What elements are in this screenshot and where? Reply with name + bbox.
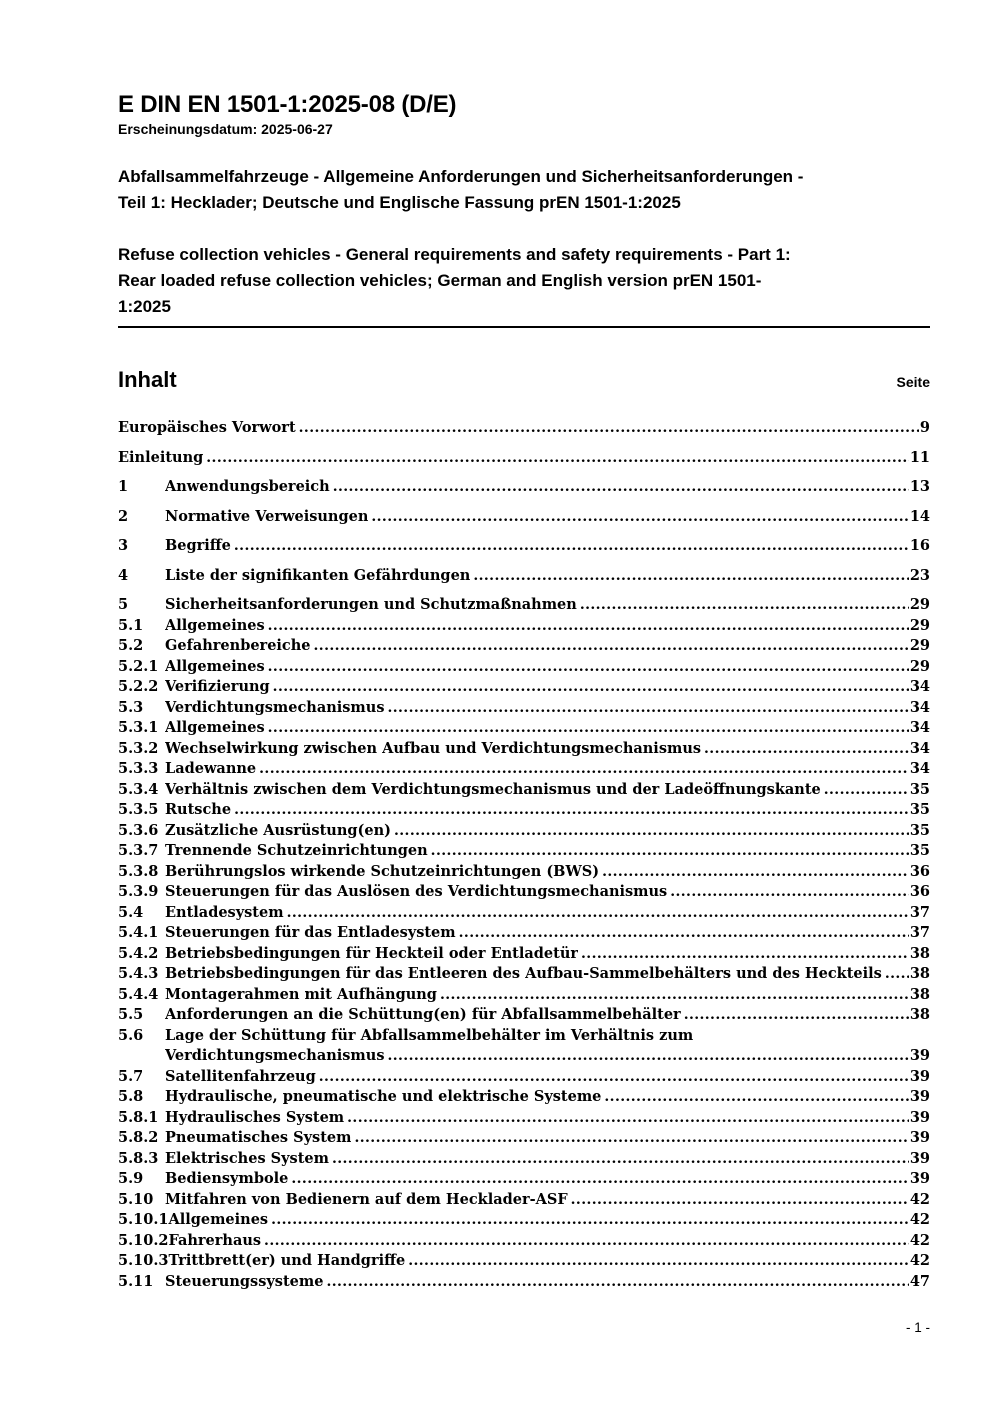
toc-dot-leader xyxy=(234,800,909,821)
toc-row xyxy=(118,821,930,842)
toc-dot-leader xyxy=(268,616,909,637)
toc-entry-page: 9 xyxy=(919,419,930,436)
toc-entry-title: Allgemeines xyxy=(165,616,265,634)
toc-dot-leader xyxy=(885,964,909,985)
toc-entry-page: 42 xyxy=(909,1190,930,1208)
toc-row xyxy=(118,1272,930,1293)
toc-entry-page: 23 xyxy=(909,566,930,584)
toc-entry-page: 29 xyxy=(909,616,930,634)
toc-list xyxy=(118,418,930,1292)
page-content xyxy=(118,0,930,1292)
toc-row xyxy=(118,882,930,903)
toc-dot-leader xyxy=(440,985,909,1006)
toc-entry-number: 3 xyxy=(118,537,129,554)
toc-entry-number: 5.6 xyxy=(118,1026,144,1044)
toc-entry-title: Normative Verweisungen xyxy=(165,507,369,525)
toc-dot-leader xyxy=(684,1005,909,1026)
toc-entry-title: Betriebsbedingungen für Heckteil oder Entladetür xyxy=(165,944,579,962)
toc-row xyxy=(118,698,930,719)
toc-dot-leader xyxy=(571,1190,909,1211)
toc-entry-page: 39 xyxy=(909,1047,930,1064)
toc-entry-title: Ladewanne xyxy=(165,760,257,777)
toc-entry-number: 5.10.2 xyxy=(118,1231,169,1249)
toc-row xyxy=(118,1251,930,1272)
toc-entry-title: Fahrerhaus xyxy=(168,1231,262,1249)
toc-entry-title: Verdichtungsmechanismus xyxy=(165,1047,385,1064)
toc-entry-page: 39 xyxy=(909,1129,930,1146)
toc-entry-number: 5.10.1 xyxy=(118,1211,169,1228)
toc-entry-title: Wechselwirkung zwischen Aufbau und Verdichtungsmechanismus xyxy=(165,739,702,757)
toc-dot-leader xyxy=(394,821,909,842)
toc-entry-page: 36 xyxy=(909,883,930,900)
toc-dot-leader xyxy=(332,1149,909,1170)
toc-dot-leader xyxy=(206,448,909,469)
toc-entry-page: 42 xyxy=(909,1252,930,1269)
toc-entry-page: 35 xyxy=(909,780,930,798)
toc-entry-title: Steuerungen für das Auslösen des Verdichtungsmechanismus xyxy=(165,883,668,900)
toc-entry-number: 4 xyxy=(118,566,129,584)
toc-entry-page: 29 xyxy=(909,596,930,613)
toc-entry-number: 5.3.4 xyxy=(118,780,159,798)
toc-entry-title: Allgemeines xyxy=(168,1211,269,1228)
toc-row xyxy=(118,1087,930,1108)
toc-entry-page: 14 xyxy=(909,507,930,525)
toc-row xyxy=(118,1128,930,1149)
toc-entry-title: Liste der signifikanten Gefährdungen xyxy=(165,566,471,584)
title-line: Abfallsammelfahrzeuge - Allgemeine Anforderungen und Sicherheitsanforderungen - xyxy=(118,167,804,186)
toc-entry-number: 5.2 xyxy=(118,637,144,654)
toc-entry-page: 34 xyxy=(909,678,930,695)
toc-row xyxy=(118,1210,930,1231)
toc-entry-number: 5.3.3 xyxy=(118,760,159,777)
toc-entry-number: 5.3.6 xyxy=(118,821,159,839)
toc-row xyxy=(118,1149,930,1170)
toc-heading: Inhalt xyxy=(118,367,177,392)
toc-entry-title: Bediensymbole xyxy=(165,1170,289,1187)
toc-row xyxy=(118,657,930,678)
toc-row xyxy=(118,718,930,739)
toc-entry-number: 5.4.2 xyxy=(118,944,159,962)
toc-entry-page: 11 xyxy=(909,448,930,466)
toc-row xyxy=(118,1046,930,1067)
toc-entry-page: 39 xyxy=(909,1149,930,1167)
title-line: Rear loaded refuse collection vehicles; German and English version prEN 1501- xyxy=(118,271,762,290)
toc-entry-number: 5.10.3 xyxy=(118,1252,169,1269)
toc-entry-number: 5.7 xyxy=(118,1067,144,1085)
toc-dot-leader xyxy=(268,657,909,678)
toc-entry-title: Allgemeines xyxy=(165,719,265,736)
toc-entry-page: 42 xyxy=(909,1211,930,1228)
toc-entry-number: 5.2.1 xyxy=(118,657,159,675)
toc-entry-title: Lage der Schüttung für Abfallsammelbehälter im Verhältnis zum xyxy=(165,1026,694,1044)
toc-row xyxy=(118,595,930,616)
toc-entry-title: Einleitung xyxy=(118,448,204,466)
toc-dot-leader xyxy=(408,1251,909,1272)
document-code: E DIN EN 1501-1:2025-08 (D/E) xyxy=(118,91,457,118)
toc-entry-title: Trittbrett(er) und Handgriffe xyxy=(168,1252,406,1269)
toc-entry-title: Begriffe xyxy=(165,537,231,554)
document-title-german xyxy=(118,164,930,216)
toc-dot-leader xyxy=(268,718,909,739)
toc-entry-title: Steuerungen für das Entladesystem xyxy=(165,924,456,941)
toc-entry-title: Pneumatisches System xyxy=(165,1129,352,1146)
toc-entry-number: 5 xyxy=(118,596,129,613)
toc-row xyxy=(118,1026,930,1047)
toc-page-column-label: Seite xyxy=(896,374,930,390)
toc-entry-number: 5.3.9 xyxy=(118,883,159,900)
toc-entry-number: 5.3.7 xyxy=(118,842,159,859)
toc-row xyxy=(118,448,930,469)
document-title-english xyxy=(118,242,930,320)
toc-dot-leader xyxy=(602,862,909,883)
toc-entry-page: 16 xyxy=(909,537,930,554)
toc-entry-title: Steuerungssysteme xyxy=(165,1272,324,1290)
toc-entry-page: 34 xyxy=(909,760,930,777)
toc-entry-page: 47 xyxy=(909,1272,930,1290)
toc-dot-leader xyxy=(387,698,908,719)
toc-entry-title: Verifizierung xyxy=(165,678,270,695)
toc-dot-leader xyxy=(473,566,908,587)
page-number: - 1 - xyxy=(905,1320,930,1335)
toc-entry-page: 34 xyxy=(909,719,930,736)
toc-entry-page: 38 xyxy=(909,985,930,1003)
toc-entry-title: Berührungslos wirkende Schutzeinrichtungen (BWS) xyxy=(165,862,600,880)
toc-entry-page: 35 xyxy=(909,842,930,859)
toc-entry-number: 5.1 xyxy=(118,616,144,634)
toc-row xyxy=(118,1005,930,1026)
toc-entry-title: Elektrisches System xyxy=(165,1149,329,1167)
toc-entry-page: 39 xyxy=(909,1088,930,1105)
publication-date: Erscheinungsdatum: 2025-06-27 xyxy=(118,121,333,137)
toc-entry-number: 5.4.1 xyxy=(118,924,159,941)
toc-entry-number: 5.8.1 xyxy=(118,1108,159,1126)
toc-entry-number: 2 xyxy=(118,507,129,525)
toc-entry-title: Zusätzliche Ausrüstung(en) xyxy=(165,821,391,839)
toc-entry-page: 34 xyxy=(909,698,930,716)
toc-dot-leader xyxy=(354,1128,908,1149)
toc-dot-leader xyxy=(271,1210,909,1231)
toc-row xyxy=(118,1067,930,1088)
toc-entry-title: Verhältnis zwischen dem Verdichtungsmechanismus und der Ladeöffnungskante xyxy=(165,780,821,798)
toc-header xyxy=(118,367,930,393)
toc-row xyxy=(118,985,930,1006)
toc-dot-leader xyxy=(604,1087,908,1108)
toc-dot-leader xyxy=(234,536,909,557)
toc-entry-title: Mitfahren von Bedienern auf dem Hecklader-ASF xyxy=(165,1190,568,1208)
toc-dot-leader xyxy=(319,1067,909,1088)
toc-row xyxy=(118,636,930,657)
toc-row xyxy=(118,616,930,637)
toc-entry-page: 34 xyxy=(909,739,930,757)
toc-entry-page: 36 xyxy=(909,862,930,880)
toc-entry-page: 35 xyxy=(909,821,930,839)
toc-entry-number: 5.8.2 xyxy=(118,1129,159,1146)
toc-entry-number: 5.8.3 xyxy=(118,1149,159,1167)
toc-entry-title: Anforderungen an die Schüttung(en) für Abfallsammelbehälter xyxy=(165,1006,681,1023)
toc-entry-page: 38 xyxy=(909,1006,930,1023)
toc-row xyxy=(118,964,930,985)
toc-dot-leader xyxy=(333,477,909,498)
title-line: Refuse collection vehicles - General requirements and safety requirements - Part 1: xyxy=(118,245,791,264)
toc-entry-title: Verdichtungsmechanismus xyxy=(165,698,385,716)
toc-row xyxy=(118,1231,930,1252)
title-line: 1:2025 xyxy=(118,297,171,316)
toc-row xyxy=(118,566,930,587)
toc-dot-leader xyxy=(287,903,909,924)
toc-row xyxy=(118,1108,930,1129)
toc-row xyxy=(118,780,930,801)
toc-entry-title: Hydraulische, pneumatische und elektrische Systeme xyxy=(165,1088,602,1105)
toc-entry-page: 37 xyxy=(909,924,930,941)
toc-entry-number: 5.3.5 xyxy=(118,801,159,818)
toc-dot-leader xyxy=(314,636,909,657)
toc-entry-page: 39 xyxy=(909,1067,930,1085)
toc-row xyxy=(118,1190,930,1211)
toc-entry-number: 5.2.2 xyxy=(118,678,159,695)
toc-dot-leader xyxy=(291,1169,908,1190)
toc-entry-page: 38 xyxy=(909,944,930,962)
toc-entry-number: 1 xyxy=(118,478,129,495)
toc-entry-title: Betriebsbedingungen für das Entleeren des Aufbau-Sammelbehälters und des Heckteils xyxy=(165,965,882,982)
toc-entry-title: Anwendungsbereich xyxy=(165,478,330,495)
toc-dot-leader xyxy=(704,739,909,760)
toc-entry-number: 5.3.8 xyxy=(118,862,159,880)
toc-dot-leader xyxy=(299,418,919,439)
toc-dot-leader xyxy=(371,507,908,528)
toc-entry-page: 39 xyxy=(909,1170,930,1187)
toc-row xyxy=(118,1169,930,1190)
toc-dot-leader xyxy=(580,595,909,616)
toc-entry-title: Entladesystem xyxy=(165,903,284,921)
toc-row xyxy=(118,800,930,821)
toc-row xyxy=(118,418,930,439)
toc-row xyxy=(118,536,930,557)
toc-entry-page: 42 xyxy=(909,1231,930,1249)
toc-dot-leader xyxy=(459,923,909,944)
toc-entry-page: 38 xyxy=(909,965,930,982)
toc-row xyxy=(118,507,930,528)
toc-entry-page: 37 xyxy=(909,903,930,921)
toc-entry-title: Satellitenfahrzeug xyxy=(165,1067,316,1085)
toc-entry-number: 5.4 xyxy=(118,903,144,921)
toc-row xyxy=(118,923,930,944)
toc-entry-page: 29 xyxy=(909,637,930,654)
toc-entry-page: 39 xyxy=(909,1108,930,1126)
toc-row xyxy=(118,677,930,698)
toc-dot-leader xyxy=(824,780,909,801)
toc-entry-number: 5.3.2 xyxy=(118,739,159,757)
toc-row xyxy=(118,944,930,965)
toc-row xyxy=(118,477,930,498)
toc-entry-number: 5.3.1 xyxy=(118,719,159,736)
toc-entry-number: 5.11 xyxy=(118,1272,154,1290)
toc-entry-title: Allgemeines xyxy=(165,657,265,675)
toc-entry-title: Gefahrenbereiche xyxy=(165,637,311,654)
toc-dot-leader xyxy=(326,1272,908,1293)
toc-dot-leader xyxy=(670,882,909,903)
toc-entry-number: 5.8 xyxy=(118,1088,144,1105)
toc-dot-leader xyxy=(347,1108,909,1129)
toc-entry-number: 5.3 xyxy=(118,698,144,716)
toc-entry-number: 5.9 xyxy=(118,1170,144,1187)
toc-row xyxy=(118,903,930,924)
toc-dot-leader xyxy=(273,677,909,698)
toc-entry-number: 5.10 xyxy=(118,1190,154,1208)
toc-entry-page: 29 xyxy=(909,657,930,675)
toc-entry-title: Trennende Schutzeinrichtungen xyxy=(165,842,428,859)
title-line: Teil 1: Hecklader; Deutsche und Englische Fassung prEN 1501-1:2025 xyxy=(118,193,681,212)
header-divider xyxy=(118,326,930,328)
toc-entry-title: Montagerahmen mit Aufhängung xyxy=(165,985,437,1003)
toc-dot-leader xyxy=(259,759,909,780)
toc-entry-number: 5.4.3 xyxy=(118,965,159,982)
toc-entry-number: 5.5 xyxy=(118,1006,144,1023)
toc-entry-page: 35 xyxy=(909,801,930,818)
toc-entry-number: 5.4.4 xyxy=(118,985,159,1003)
toc-row xyxy=(118,862,930,883)
toc-row xyxy=(118,759,930,780)
toc-dot-leader xyxy=(581,944,909,965)
toc-entry-title: Sicherheitsanforderungen und Schutzmaßnahmen xyxy=(165,596,577,613)
toc-dot-leader xyxy=(431,841,909,862)
toc-row xyxy=(118,841,930,862)
toc-entry-title: Rutsche xyxy=(165,801,232,818)
toc-dot-leader xyxy=(387,1046,908,1067)
toc-entry-title: Europäisches Vorwort xyxy=(118,419,296,436)
toc-entry-page: 13 xyxy=(909,478,930,495)
toc-entry-title: Hydraulisches System xyxy=(165,1108,345,1126)
toc-row xyxy=(118,739,930,760)
toc-dot-leader xyxy=(264,1231,909,1252)
